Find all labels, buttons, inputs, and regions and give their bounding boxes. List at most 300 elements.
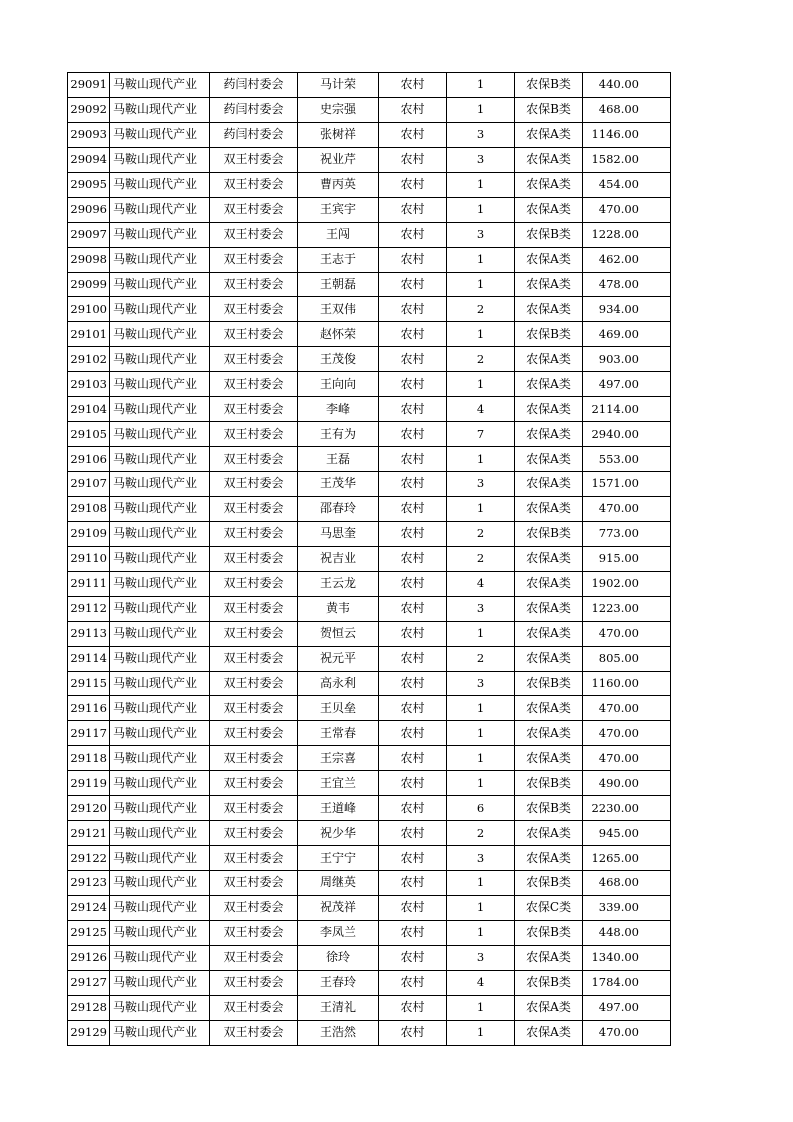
- category-cell: 农保B类: [515, 521, 583, 546]
- name-cell: 王道峰: [298, 796, 379, 821]
- area-type-cell: 农村: [379, 970, 447, 995]
- household-count-cell: 1: [447, 771, 515, 796]
- amount-cell: 454.00: [583, 172, 671, 197]
- category-cell: 农保A类: [515, 422, 583, 447]
- amount-cell: 470.00: [583, 746, 671, 771]
- unit-cell: 马鞍山现代产业: [110, 771, 210, 796]
- area-type-cell: 农村: [379, 920, 447, 945]
- category-cell: 农保A类: [515, 272, 583, 297]
- name-cell: 王茂俊: [298, 347, 379, 372]
- amount-cell: 934.00: [583, 297, 671, 322]
- unit-cell: 马鞍山现代产业: [110, 646, 210, 671]
- unit-cell: 马鞍山现代产业: [110, 546, 210, 571]
- unit-cell: 马鞍山现代产业: [110, 796, 210, 821]
- table-row: [68, 447, 671, 472]
- amount-cell: 903.00: [583, 347, 671, 372]
- row-id-cell: 29097: [68, 222, 110, 247]
- table-row: [68, 721, 671, 746]
- amount-cell: 945.00: [583, 821, 671, 846]
- unit-cell: 马鞍山现代产业: [110, 671, 210, 696]
- table-row: [68, 621, 671, 646]
- category-cell: 农保A类: [515, 197, 583, 222]
- row-id-cell: 29096: [68, 197, 110, 222]
- category-cell: 农保A类: [515, 347, 583, 372]
- unit-cell: 马鞍山现代产业: [110, 97, 210, 122]
- unit-cell: 马鞍山现代产业: [110, 122, 210, 147]
- name-cell: 王茂华: [298, 472, 379, 497]
- unit-cell: 马鞍山现代产业: [110, 197, 210, 222]
- village-cell: 双王村委会: [210, 671, 298, 696]
- name-cell: 王宜兰: [298, 771, 379, 796]
- area-type-cell: 农村: [379, 696, 447, 721]
- category-cell: 农保A类: [515, 746, 583, 771]
- village-cell: 双王村委会: [210, 596, 298, 621]
- household-count-cell: 1: [447, 920, 515, 945]
- unit-cell: 马鞍山现代产业: [110, 347, 210, 372]
- row-id-cell: 29105: [68, 422, 110, 447]
- name-cell: 周继英: [298, 871, 379, 896]
- unit-cell: 马鞍山现代产业: [110, 571, 210, 596]
- table-row: [68, 995, 671, 1020]
- area-type-cell: 农村: [379, 496, 447, 521]
- area-type-cell: 农村: [379, 521, 447, 546]
- row-id-cell: 29114: [68, 646, 110, 671]
- row-id-cell: 29100: [68, 297, 110, 322]
- household-count-cell: 2: [447, 347, 515, 372]
- village-cell: 双王村委会: [210, 721, 298, 746]
- village-cell: 双王村委会: [210, 796, 298, 821]
- household-count-cell: 3: [447, 671, 515, 696]
- table-row: [68, 197, 671, 222]
- unit-cell: 马鞍山现代产业: [110, 422, 210, 447]
- name-cell: 王云龙: [298, 571, 379, 596]
- unit-cell: 马鞍山现代产业: [110, 521, 210, 546]
- category-cell: 农保A类: [515, 995, 583, 1020]
- village-cell: 双王村委会: [210, 397, 298, 422]
- household-count-cell: 1: [447, 197, 515, 222]
- name-cell: 祝吉业: [298, 546, 379, 571]
- amount-cell: 1223.00: [583, 596, 671, 621]
- village-cell: 药闫村委会: [210, 97, 298, 122]
- table-row: [68, 1020, 671, 1045]
- row-id-cell: 29127: [68, 970, 110, 995]
- household-count-cell: 4: [447, 970, 515, 995]
- unit-cell: 马鞍山现代产业: [110, 172, 210, 197]
- category-cell: 农保C类: [515, 895, 583, 920]
- row-id-cell: 29126: [68, 945, 110, 970]
- table-row: [68, 671, 671, 696]
- area-type-cell: 农村: [379, 122, 447, 147]
- household-count-cell: 1: [447, 1020, 515, 1045]
- name-cell: 张树祥: [298, 122, 379, 147]
- category-cell: 农保A类: [515, 172, 583, 197]
- category-cell: 农保A类: [515, 596, 583, 621]
- unit-cell: 马鞍山现代产业: [110, 297, 210, 322]
- amount-cell: 497.00: [583, 372, 671, 397]
- household-count-cell: 2: [447, 521, 515, 546]
- household-count-cell: 3: [447, 846, 515, 871]
- name-cell: 王朝磊: [298, 272, 379, 297]
- unit-cell: 马鞍山现代产业: [110, 895, 210, 920]
- category-cell: 农保A类: [515, 721, 583, 746]
- row-id-cell: 29117: [68, 721, 110, 746]
- village-cell: 双王村委会: [210, 696, 298, 721]
- name-cell: 王宾宇: [298, 197, 379, 222]
- amount-cell: 1228.00: [583, 222, 671, 247]
- area-type-cell: 农村: [379, 771, 447, 796]
- amount-cell: 2230.00: [583, 796, 671, 821]
- household-count-cell: 3: [447, 945, 515, 970]
- row-id-cell: 29102: [68, 347, 110, 372]
- row-id-cell: 29092: [68, 97, 110, 122]
- table-row: [68, 496, 671, 521]
- amount-cell: 1340.00: [583, 945, 671, 970]
- village-cell: 双王村委会: [210, 197, 298, 222]
- area-type-cell: 农村: [379, 272, 447, 297]
- unit-cell: 马鞍山现代产业: [110, 846, 210, 871]
- unit-cell: 马鞍山现代产业: [110, 821, 210, 846]
- category-cell: 农保A类: [515, 447, 583, 472]
- unit-cell: 马鞍山现代产业: [110, 621, 210, 646]
- amount-cell: 462.00: [583, 247, 671, 272]
- row-id-cell: 29103: [68, 372, 110, 397]
- household-count-cell: 2: [447, 646, 515, 671]
- village-cell: 双王村委会: [210, 945, 298, 970]
- village-cell: 双王村委会: [210, 1020, 298, 1045]
- category-cell: 农保A类: [515, 297, 583, 322]
- table-body: [68, 73, 671, 1046]
- area-type-cell: 农村: [379, 746, 447, 771]
- table-row: [68, 222, 671, 247]
- unit-cell: 马鞍山现代产业: [110, 272, 210, 297]
- village-cell: 双王村委会: [210, 621, 298, 646]
- village-cell: 双王村委会: [210, 472, 298, 497]
- area-type-cell: 农村: [379, 322, 447, 347]
- village-cell: 双王村委会: [210, 846, 298, 871]
- row-id-cell: 29093: [68, 122, 110, 147]
- unit-cell: 马鞍山现代产业: [110, 721, 210, 746]
- table-row: [68, 696, 671, 721]
- name-cell: 李凤兰: [298, 920, 379, 945]
- area-type-cell: 农村: [379, 895, 447, 920]
- village-cell: 双王村委会: [210, 821, 298, 846]
- name-cell: 徐玲: [298, 945, 379, 970]
- row-id-cell: 29124: [68, 895, 110, 920]
- table-row: [68, 871, 671, 896]
- household-count-cell: 6: [447, 796, 515, 821]
- household-count-cell: 1: [447, 172, 515, 197]
- household-count-cell: 4: [447, 397, 515, 422]
- household-count-cell: 1: [447, 496, 515, 521]
- category-cell: 农保A类: [515, 496, 583, 521]
- area-type-cell: 农村: [379, 671, 447, 696]
- table-row: [68, 846, 671, 871]
- area-type-cell: 农村: [379, 97, 447, 122]
- amount-cell: 468.00: [583, 871, 671, 896]
- category-cell: 农保A类: [515, 372, 583, 397]
- village-cell: 双王村委会: [210, 322, 298, 347]
- amount-cell: 478.00: [583, 272, 671, 297]
- area-type-cell: 农村: [379, 422, 447, 447]
- unit-cell: 马鞍山现代产业: [110, 496, 210, 521]
- category-cell: 农保A类: [515, 696, 583, 721]
- amount-cell: 2114.00: [583, 397, 671, 422]
- village-cell: 双王村委会: [210, 372, 298, 397]
- household-count-cell: 1: [447, 73, 515, 98]
- category-cell: 农保B类: [515, 796, 583, 821]
- name-cell: 王清礼: [298, 995, 379, 1020]
- area-type-cell: 农村: [379, 247, 447, 272]
- unit-cell: 马鞍山现代产业: [110, 397, 210, 422]
- table-row: [68, 422, 671, 447]
- table-row: [68, 97, 671, 122]
- area-type-cell: 农村: [379, 846, 447, 871]
- row-id-cell: 29108: [68, 496, 110, 521]
- area-type-cell: 农村: [379, 172, 447, 197]
- table-row: [68, 322, 671, 347]
- village-cell: 双王村委会: [210, 970, 298, 995]
- household-count-cell: 1: [447, 97, 515, 122]
- village-cell: 双王村委会: [210, 172, 298, 197]
- household-count-cell: 1: [447, 447, 515, 472]
- village-cell: 双王村委会: [210, 895, 298, 920]
- name-cell: 祝少华: [298, 821, 379, 846]
- amount-cell: 1902.00: [583, 571, 671, 596]
- row-id-cell: 29112: [68, 596, 110, 621]
- name-cell: 王向向: [298, 372, 379, 397]
- table-row: [68, 521, 671, 546]
- row-id-cell: 29129: [68, 1020, 110, 1045]
- amount-cell: 469.00: [583, 322, 671, 347]
- name-cell: 王浩然: [298, 1020, 379, 1045]
- name-cell: 祝业芹: [298, 147, 379, 172]
- name-cell: 史宗强: [298, 97, 379, 122]
- amount-cell: 497.00: [583, 995, 671, 1020]
- household-count-cell: 3: [447, 472, 515, 497]
- category-cell: 农保B类: [515, 871, 583, 896]
- household-count-cell: 2: [447, 546, 515, 571]
- unit-cell: 马鞍山现代产业: [110, 247, 210, 272]
- category-cell: 农保B类: [515, 920, 583, 945]
- category-cell: 农保A类: [515, 147, 583, 172]
- amount-cell: 2940.00: [583, 422, 671, 447]
- village-cell: 双王村委会: [210, 871, 298, 896]
- table-row: [68, 945, 671, 970]
- household-count-cell: 1: [447, 871, 515, 896]
- row-id-cell: 29116: [68, 696, 110, 721]
- name-cell: 曹丙英: [298, 172, 379, 197]
- area-type-cell: 农村: [379, 796, 447, 821]
- village-cell: 双王村委会: [210, 147, 298, 172]
- category-cell: 农保A类: [515, 621, 583, 646]
- category-cell: 农保A类: [515, 472, 583, 497]
- household-count-cell: 3: [447, 596, 515, 621]
- household-count-cell: 2: [447, 297, 515, 322]
- table-row: [68, 920, 671, 945]
- table-row: [68, 796, 671, 821]
- unit-cell: 马鞍山现代产业: [110, 970, 210, 995]
- area-type-cell: 农村: [379, 197, 447, 222]
- name-cell: 王磊: [298, 447, 379, 472]
- table-row: [68, 247, 671, 272]
- unit-cell: 马鞍山现代产业: [110, 945, 210, 970]
- table-row: [68, 372, 671, 397]
- area-type-cell: 农村: [379, 571, 447, 596]
- table-row: [68, 596, 671, 621]
- table-row: [68, 147, 671, 172]
- table-row: [68, 771, 671, 796]
- unit-cell: 马鞍山现代产业: [110, 746, 210, 771]
- category-cell: 农保B类: [515, 671, 583, 696]
- household-count-cell: 1: [447, 721, 515, 746]
- name-cell: 马计荣: [298, 73, 379, 98]
- household-count-cell: 1: [447, 621, 515, 646]
- row-id-cell: 29123: [68, 871, 110, 896]
- category-cell: 农保A类: [515, 1020, 583, 1045]
- row-id-cell: 29121: [68, 821, 110, 846]
- name-cell: 邵春玲: [298, 496, 379, 521]
- name-cell: 祝茂祥: [298, 895, 379, 920]
- row-id-cell: 29128: [68, 995, 110, 1020]
- amount-cell: 1160.00: [583, 671, 671, 696]
- category-cell: 农保A类: [515, 546, 583, 571]
- table-row: [68, 646, 671, 671]
- village-cell: 双王村委会: [210, 272, 298, 297]
- category-cell: 农保A类: [515, 821, 583, 846]
- amount-cell: 1784.00: [583, 970, 671, 995]
- table-row: [68, 297, 671, 322]
- row-id-cell: 29094: [68, 147, 110, 172]
- row-id-cell: 29110: [68, 546, 110, 571]
- household-count-cell: 2: [447, 821, 515, 846]
- village-cell: 双王村委会: [210, 571, 298, 596]
- category-cell: 农保A类: [515, 571, 583, 596]
- category-cell: 农保A类: [515, 846, 583, 871]
- village-cell: 双王村委会: [210, 347, 298, 372]
- unit-cell: 马鞍山现代产业: [110, 222, 210, 247]
- row-id-cell: 29120: [68, 796, 110, 821]
- category-cell: 农保A类: [515, 122, 583, 147]
- unit-cell: 马鞍山现代产业: [110, 322, 210, 347]
- row-id-cell: 29107: [68, 472, 110, 497]
- unit-cell: 马鞍山现代产业: [110, 472, 210, 497]
- amount-cell: 470.00: [583, 621, 671, 646]
- row-id-cell: 29106: [68, 447, 110, 472]
- row-id-cell: 29109: [68, 521, 110, 546]
- area-type-cell: 农村: [379, 821, 447, 846]
- household-count-cell: 3: [447, 122, 515, 147]
- row-id-cell: 29118: [68, 746, 110, 771]
- village-cell: 双王村委会: [210, 771, 298, 796]
- table-row: [68, 895, 671, 920]
- row-id-cell: 29125: [68, 920, 110, 945]
- amount-cell: 339.00: [583, 895, 671, 920]
- table-row: [68, 970, 671, 995]
- unit-cell: 马鞍山现代产业: [110, 596, 210, 621]
- amount-cell: 490.00: [583, 771, 671, 796]
- name-cell: 王双伟: [298, 297, 379, 322]
- category-cell: 农保A类: [515, 945, 583, 970]
- category-cell: 农保B类: [515, 73, 583, 98]
- village-cell: 双王村委会: [210, 422, 298, 447]
- household-count-cell: 3: [447, 222, 515, 247]
- area-type-cell: 农村: [379, 472, 447, 497]
- category-cell: 农保A类: [515, 646, 583, 671]
- household-count-cell: 7: [447, 422, 515, 447]
- area-type-cell: 农村: [379, 297, 447, 322]
- household-count-cell: 1: [447, 272, 515, 297]
- category-cell: 农保B类: [515, 322, 583, 347]
- village-cell: 双王村委会: [210, 447, 298, 472]
- category-cell: 农保B类: [515, 97, 583, 122]
- unit-cell: 马鞍山现代产业: [110, 372, 210, 397]
- household-count-cell: 1: [447, 247, 515, 272]
- household-count-cell: 1: [447, 746, 515, 771]
- category-cell: 农保B类: [515, 970, 583, 995]
- unit-cell: 马鞍山现代产业: [110, 1020, 210, 1045]
- village-cell: 双王村委会: [210, 920, 298, 945]
- amount-cell: 773.00: [583, 521, 671, 546]
- name-cell: 王宗喜: [298, 746, 379, 771]
- row-id-cell: 29122: [68, 846, 110, 871]
- village-cell: 双王村委会: [210, 521, 298, 546]
- unit-cell: 马鞍山现代产业: [110, 920, 210, 945]
- row-id-cell: 29111: [68, 571, 110, 596]
- category-cell: 农保B类: [515, 222, 583, 247]
- area-type-cell: 农村: [379, 646, 447, 671]
- village-cell: 双王村委会: [210, 746, 298, 771]
- amount-cell: 468.00: [583, 97, 671, 122]
- row-id-cell: 29095: [68, 172, 110, 197]
- area-type-cell: 农村: [379, 73, 447, 98]
- name-cell: 祝元平: [298, 646, 379, 671]
- area-type-cell: 农村: [379, 147, 447, 172]
- village-cell: 双王村委会: [210, 222, 298, 247]
- area-type-cell: 农村: [379, 447, 447, 472]
- area-type-cell: 农村: [379, 372, 447, 397]
- area-type-cell: 农村: [379, 721, 447, 746]
- area-type-cell: 农村: [379, 995, 447, 1020]
- unit-cell: 马鞍山现代产业: [110, 871, 210, 896]
- village-cell: 药闫村委会: [210, 73, 298, 98]
- village-cell: 双王村委会: [210, 247, 298, 272]
- household-count-cell: 4: [447, 571, 515, 596]
- amount-cell: 470.00: [583, 496, 671, 521]
- category-cell: 农保A类: [515, 397, 583, 422]
- row-id-cell: 29091: [68, 73, 110, 98]
- area-type-cell: 农村: [379, 871, 447, 896]
- amount-cell: 805.00: [583, 646, 671, 671]
- row-id-cell: 29119: [68, 771, 110, 796]
- amount-cell: 470.00: [583, 721, 671, 746]
- name-cell: 王闯: [298, 222, 379, 247]
- table-row: [68, 73, 671, 98]
- area-type-cell: 农村: [379, 222, 447, 247]
- village-cell: 双王村委会: [210, 646, 298, 671]
- table-row: [68, 272, 671, 297]
- table-row: [68, 821, 671, 846]
- amount-cell: 1146.00: [583, 122, 671, 147]
- amount-cell: 915.00: [583, 546, 671, 571]
- name-cell: 王春玲: [298, 970, 379, 995]
- subsidy-table: [67, 72, 671, 1046]
- table-row: [68, 347, 671, 372]
- amount-cell: 470.00: [583, 197, 671, 222]
- row-id-cell: 29113: [68, 621, 110, 646]
- amount-cell: 1571.00: [583, 472, 671, 497]
- household-count-cell: 3: [447, 147, 515, 172]
- name-cell: 王常春: [298, 721, 379, 746]
